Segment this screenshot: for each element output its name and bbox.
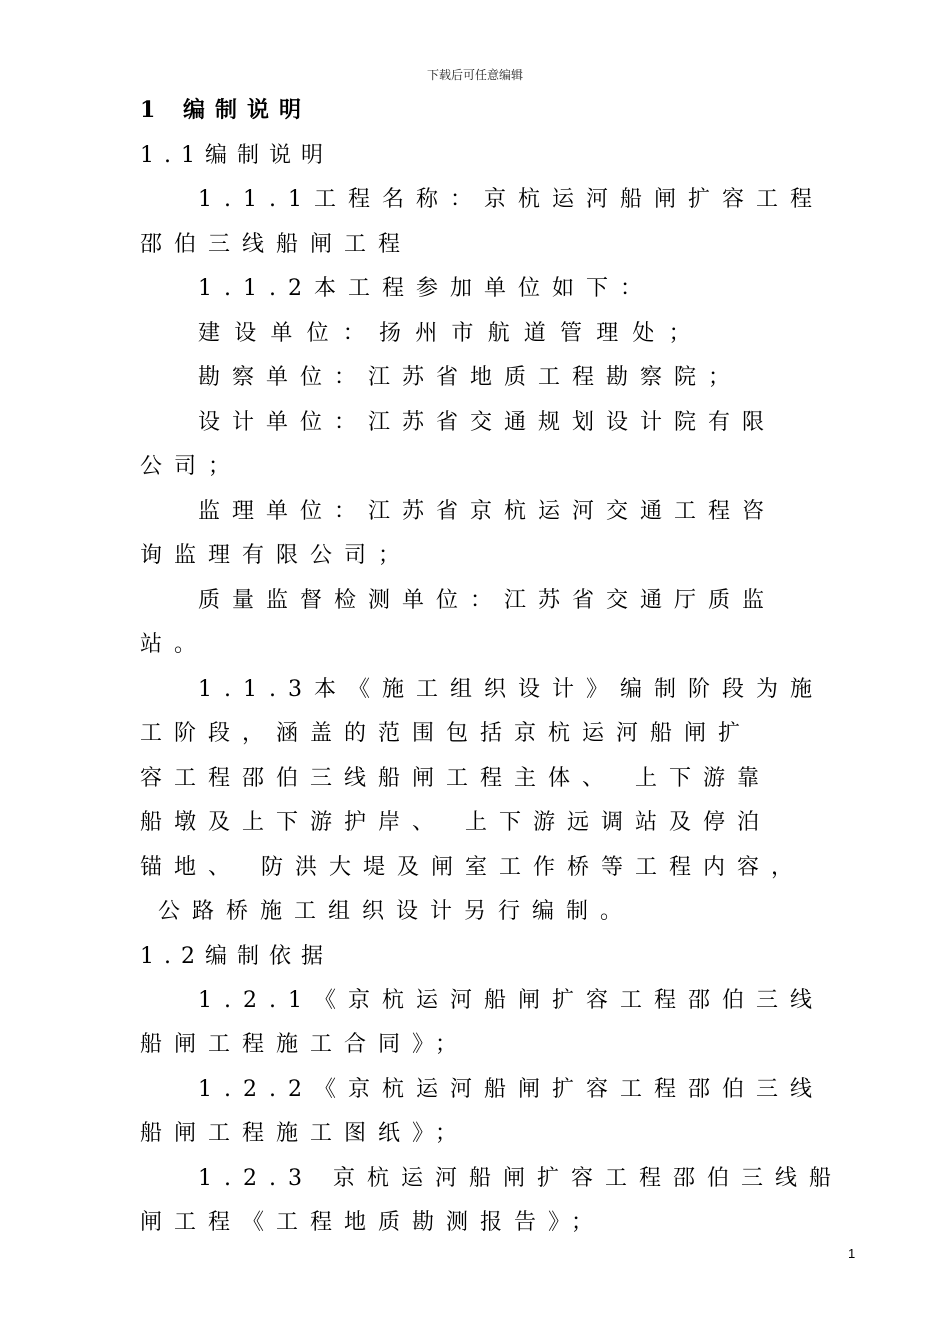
- paragraph-line: 容工程邵伯三线船闸工程主体、 上下游靠: [140, 765, 771, 791]
- paragraph-line: 公路桥施工组织设计另行编制。: [158, 899, 635, 924]
- paragraph-line: 监理单位：江苏省京杭运河交通工程咨: [198, 498, 777, 524]
- paragraph-line: 询监理有限公司；: [140, 543, 413, 568]
- paragraph-line: 闸工程《工程地质勘测报告》；: [140, 1210, 606, 1235]
- paragraph-line: 站。: [140, 632, 209, 657]
- paragraph-line: 1.2.3 京杭运河船闸扩容工程邵伯三线船: [198, 1165, 843, 1191]
- paragraph-line: 船墩及上下游护岸、 上下游远调站及停泊: [140, 810, 771, 835]
- paragraph-line: 1.2.2《京杭运河船闸扩容工程邵伯三线: [198, 1076, 824, 1102]
- paragraph-line: 船闸工程施工合同》；: [140, 1032, 470, 1057]
- heading-1-1: 1.1编制说明: [140, 143, 333, 168]
- paragraph-line: 锚地、 防洪大堤及闸室工作桥等工程内容，: [140, 854, 805, 880]
- paragraph-line: 1.1.2本工程参加单位如下：: [198, 276, 654, 301]
- paragraph-line: 勘察单位：江苏省地质工程勘察院；: [198, 365, 743, 390]
- paragraph-line: 1.1.1工程名称：京杭运河船闸扩容工程: [198, 187, 824, 212]
- paragraph-line: 质量监督检测单位：江苏省交通厅质监: [198, 587, 777, 613]
- paragraph-line: 公司；: [140, 454, 243, 479]
- heading-1-2: 1.2编制依据: [140, 943, 333, 969]
- paragraph-line: 船闸工程施工图纸》；: [140, 1121, 470, 1146]
- page-number: 1: [848, 1246, 856, 1261]
- paragraph-line: 工阶段，涵盖的范围包括京杭运河船闸扩: [140, 721, 753, 746]
- paragraph-line: 邵伯三线船闸工程: [140, 231, 413, 257]
- document-body: [140, 90, 843, 1246]
- paragraph-line: 1.2.1《京杭运河船闸扩容工程邵伯三线: [198, 987, 824, 1013]
- paragraph-line: 建设单位：扬州市航道管理处；: [198, 320, 705, 346]
- paragraph-line: 设计单位：江苏省交通规划设计院有限: [198, 409, 777, 435]
- page-header: 下载后可任意编辑: [426, 68, 523, 82]
- paragraph-line: 1.1.3本《施工组织设计》编制阶段为施: [198, 676, 824, 702]
- heading-1: 1 编制说明: [140, 97, 311, 123]
